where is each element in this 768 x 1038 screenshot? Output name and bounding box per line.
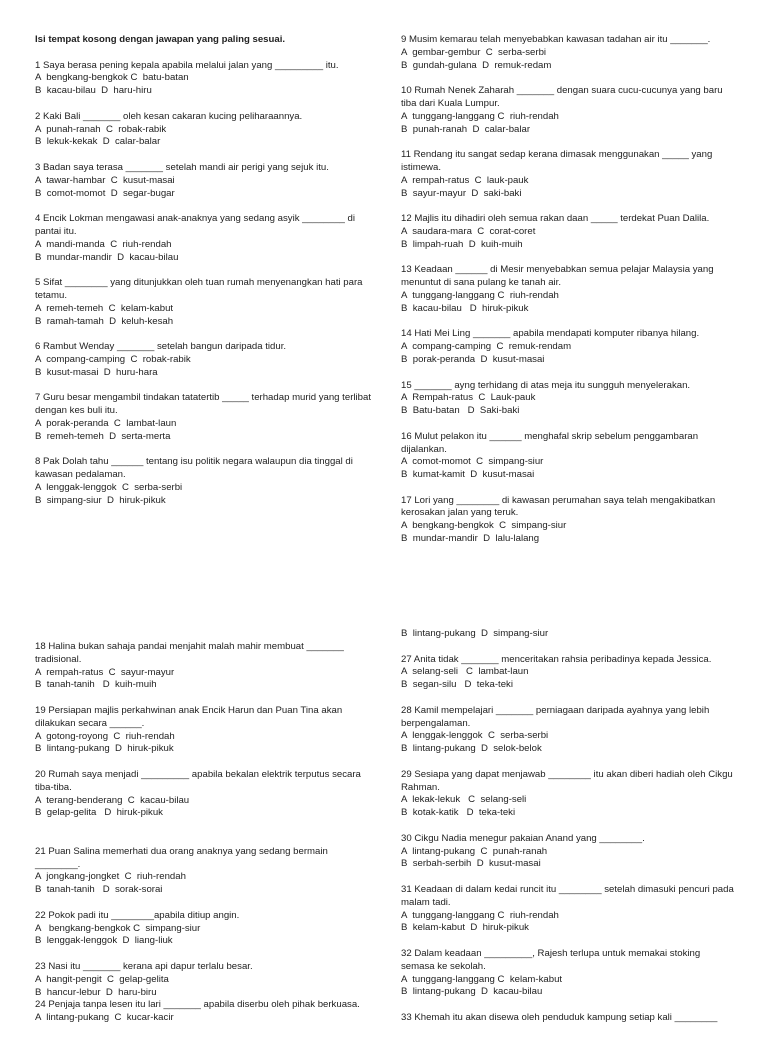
question-text: 2 Kaki Bali _______ oleh kesan cakaran kucing peliharaannya. xyxy=(35,110,303,122)
question-text: 8 Pak Dolah tahu ______ tentang isu politik negara walaupun dia tinggal di kawasan pedalaman. xyxy=(35,456,353,481)
option-line-b: B Batu-batan D Saki-baki xyxy=(401,405,520,417)
option-line-a: A punah-ranah C robak-rabik xyxy=(35,123,167,135)
question-text: 32 Dalam keadaan _________, Rajesh terlupa untuk memakai stoking semasa ke sekolah. xyxy=(401,947,701,972)
option-line-b: B kacau-bilau D hiruk-pikuk xyxy=(401,302,529,314)
question-item xyxy=(35,999,375,1025)
question-text: 28 Kamil mempelajari _______ perniagaan daripada ayahnya yang lebih berpengalaman. xyxy=(401,704,710,729)
question-item xyxy=(401,380,736,418)
option-line-b: B gundah-gulana D remuk-redam xyxy=(401,59,552,71)
question-text: 5 Sifat ________ yang ditunjukkan oleh tuan rumah menyenangkan hati para tetamu. xyxy=(35,277,363,301)
question-item xyxy=(35,213,375,264)
right-column-top xyxy=(401,34,736,559)
question-text: 23 Nasi itu _______ kerana api dapur terlalu besar. xyxy=(35,960,253,972)
option-line-b: B kelam-kabut D hiruk-pikuk xyxy=(401,922,529,934)
option-line-a: A tunggang-langgang C riuh-rendah xyxy=(401,110,559,122)
option-line-a: A Rempah-ratus C Lauk-pauk xyxy=(401,392,536,404)
question-text: 30 Cikgu Nadia menegur pakaian Anand yang ________. xyxy=(401,832,645,844)
question-item xyxy=(401,948,736,999)
question-item xyxy=(35,162,375,200)
question-text: 24 Penjaja tanpa lesen itu lari _______ apabila diserbu oleh pihak berkuasa. xyxy=(35,999,360,1011)
option-line-a: A lintang-pukang C punah-ranah xyxy=(401,845,548,857)
question-item xyxy=(35,111,375,149)
question-text: 10 Rumah Nenek Zaharah _______ dengan suara cucu-cucunya yang baru tiba dari Kuala Lumpur. xyxy=(401,85,723,109)
option-line-a: A hangit-pengit C gelap-gelita xyxy=(35,973,169,985)
option-line-b: B mundar-mandir D kacau-bilau xyxy=(35,251,179,263)
option-line-a: A porak-peranda C lambat-laun xyxy=(35,417,177,429)
option-line-a: A rempah-ratus C lauk-pauk xyxy=(401,174,529,186)
question-text: 19 Persiapan majlis perkahwinan anak Encik Harun dan Puan Tina akan dilakukan secara ______. xyxy=(35,704,343,729)
option-line-b: B tanah-tanih D kuih-muih xyxy=(35,679,157,691)
option-line-a: A saudara-mara C corat-coret xyxy=(401,225,536,237)
question-item xyxy=(35,341,375,379)
instruction-heading: Isi tempat kosong dengan jawapan yang paling sesuai. xyxy=(35,34,286,45)
question-item xyxy=(35,456,375,507)
option-line-b: B porak-peranda D kusut-masai xyxy=(401,353,545,365)
question-item xyxy=(401,213,736,251)
question-text: 13 Keadaan ______ di Mesir menyebabkan semua pelajar Malaysia yang menuntut di sana pulang ke tanah air. xyxy=(401,264,714,289)
option-line-a: A bengkang-bengkok C simpang-siur xyxy=(35,922,201,934)
option-line-b: B limpah-ruah D kuih-muih xyxy=(401,238,523,250)
option-line-a: A comot-momot C simpang-siur xyxy=(401,456,544,468)
option-line-b: B sayur-mayur D saki-baki xyxy=(401,187,522,199)
option-line-b: B ramah-tamah D keluh-kesah xyxy=(35,315,174,327)
question-item xyxy=(35,910,375,948)
option-line-b: B tanah-tanih D sorak-sorai xyxy=(35,884,163,896)
question-fragment xyxy=(401,628,736,641)
question-item xyxy=(35,961,375,999)
question-text: 22 Pokok padi itu ________apabila ditiup angin. xyxy=(35,909,240,921)
option-line-a: A jongkang-jongket C riuh-rendah xyxy=(35,871,186,883)
question-text: 29 Sesiapa yang dapat menjawab ________ itu akan diberi hadiah oleh Cikgu Rahman. xyxy=(401,768,733,793)
question-item xyxy=(401,149,736,200)
question-text: 1 Saya berasa pening kepala apabila melalui jalan yang _________ itu. xyxy=(35,59,339,71)
option-line-b: B punah-ranah D calar-balar xyxy=(401,123,531,135)
option-line-a: A remeh-temeh C kelam-kabut xyxy=(35,302,174,314)
option-line-b: B hancur-lebur D haru-biru xyxy=(35,986,157,998)
question-text: 33 Khemah itu akan disewa oleh penduduk kampung setiap kali ________ xyxy=(401,1011,718,1023)
question-item xyxy=(401,328,736,366)
question-item xyxy=(401,264,736,315)
question-item xyxy=(401,1012,736,1025)
question-text: 6 Rambut Wenday _______ setelah bangun daripada tidur. xyxy=(35,341,287,353)
option-line-b: B serbah-serbih D kusut-masai xyxy=(401,858,541,870)
option-line-b: B gelap-gelita D hiruk-pikuk xyxy=(35,807,163,819)
option-line-b: B lintang-pukang D hiruk-pikuk xyxy=(35,743,174,755)
question-item xyxy=(401,833,736,871)
question-text: 3 Badan saya terasa _______ setelah mandi air perigi yang sejuk itu. xyxy=(35,161,329,173)
question-text: 7 Guru besar mengambil tindakan tatatertib _____ terhadap murid yang terlibat dengan kes buli itu. xyxy=(35,392,371,417)
question-item xyxy=(35,641,375,692)
question-item xyxy=(401,85,736,136)
option-line-b: B lenggak-lenggok D liang-liuk xyxy=(35,935,173,947)
option-line-a: A gotong-royong C riuh-rendah xyxy=(35,730,175,742)
option-line-b: B remeh-temeh D serta-merta xyxy=(35,430,171,442)
option-line-a: A lenggak-lenggok C serba-serbi xyxy=(35,481,183,493)
question-item xyxy=(35,705,375,756)
question-text: 20 Rumah saya menjadi _________ apabila bekalan elektrik terputus secara tiba-tiba. xyxy=(35,768,361,793)
question-item xyxy=(35,846,375,897)
option-line-b: B segan-silu D teka-teki xyxy=(401,679,513,691)
option-line-a: A compang-camping C remuk-rendam xyxy=(401,341,572,353)
option-line-a: A tunggang-langgang C riuh-rendah xyxy=(401,289,559,301)
option-line-a: A compang-camping C robak-rabik xyxy=(35,353,191,365)
question-item xyxy=(401,495,736,546)
left-column-bottom xyxy=(35,641,375,1038)
question-text: 27 Anita tidak _______ menceritakan rahsia peribadinya kepada Jessica. xyxy=(401,653,712,665)
option-line-a: A lekak-lekuk C selang-seli xyxy=(401,794,527,806)
option-line-a: A tunggang-langgang C kelam-kabut xyxy=(401,973,563,985)
option-line-a: A rempah-ratus C sayur-mayur xyxy=(35,666,175,678)
question-item xyxy=(401,705,736,756)
question-text: 18 Halina bukan sahaja pandai menjahit malah mahir membuat _______ tradisional. xyxy=(35,641,344,665)
option-line-a: A terang-benderang C kacau-bilau xyxy=(35,794,190,806)
option-line-b: B lintang-pukang D simpang-siur xyxy=(401,628,549,639)
option-line-b: B lintang-pukang D selok-belok xyxy=(401,743,542,755)
option-line-b: B lintang-pukang D kacau-bilau xyxy=(401,986,543,998)
question-item xyxy=(401,884,736,935)
question-text: 4 Encik Lokman mengawasi anak-anaknya yang sedang asyik ________ di pantai itu. xyxy=(35,213,355,237)
question-text: 9 Musim kemarau telah menyebabkan kawasan tadahan air itu _______. xyxy=(401,34,711,45)
option-line-b: B lekuk-kekak D calar-balar xyxy=(35,136,161,148)
question-text: 21 Puan Salina memerhati dua orang anaknya yang sedang bermain ________. xyxy=(35,845,328,870)
question-item xyxy=(35,277,375,328)
option-line-b: B kusut-masai D huru-hara xyxy=(35,366,158,378)
question-item xyxy=(401,769,736,820)
option-line-a: A tunggang-langgang C riuh-rendah xyxy=(401,909,559,921)
option-line-a: A lenggak-lenggok C serba-serbi xyxy=(401,730,549,742)
question-text: 31 Keadaan di dalam kedai runcit itu ________ setelah dimasuki pencuri pada malam tadi. xyxy=(401,883,734,908)
option-line-a: A bengkang-bengkok C simpang-siur xyxy=(401,520,567,532)
question-item xyxy=(401,654,736,692)
question-item xyxy=(401,34,736,72)
question-item xyxy=(401,431,736,482)
option-line-b: B mundar-mandir D lalu-lalang xyxy=(401,533,540,545)
option-line-a: A lintang-pukang C kucar-kacir xyxy=(35,1012,174,1024)
question-item xyxy=(35,392,375,443)
option-line-a: A mandi-manda C riuh-rendah xyxy=(35,238,172,250)
option-line-b: B comot-momot D segar-bugar xyxy=(35,187,175,199)
option-line-a: A bengkang-bengkok C batu-batan xyxy=(35,72,189,84)
right-column-bottom xyxy=(401,628,736,1038)
question-item xyxy=(35,769,375,820)
question-text: 17 Lori yang ________ di kawasan perumahan saya telah mengakibatkan kerosakan jalan yang teruk. xyxy=(401,494,716,519)
question-item xyxy=(35,60,375,98)
option-line-a: A tawar-hambar C kusut-masai xyxy=(35,174,175,186)
option-line-b: B simpang-siur D hiruk-pikuk xyxy=(35,494,166,506)
question-text: 14 Hati Mei Ling _______ apabila mendapati komputer ribanya hilang. xyxy=(401,328,700,340)
question-text: 12 Majlis itu dihadiri oleh semua rakan daan _____ terdekat Puan Dalila. xyxy=(401,213,710,225)
option-line-b: B kacau-bilau D haru-hiru xyxy=(35,85,152,97)
option-line-b: B kumat-kamit D kusut-masai xyxy=(401,469,535,481)
question-text: 16 Mulut pelakon itu ______ menghafal skrip sebelum penggambaran dijalankan. xyxy=(401,430,699,455)
option-line-a: A gembar-gembur C serba-serbi xyxy=(401,46,547,58)
left-column-top xyxy=(35,34,375,520)
option-line-a: A selang-seli C lambat-laun xyxy=(401,666,529,678)
question-text: 15 _______ ayng terhidang di atas meja itu sungguh menyelerakan. xyxy=(401,379,691,391)
option-line-b: B kotak-katik D teka-teki xyxy=(401,807,516,819)
question-text: 11 Rendang itu sangat sedap kerana dimasak menggunakan _____ yang istimewa. xyxy=(401,149,713,173)
